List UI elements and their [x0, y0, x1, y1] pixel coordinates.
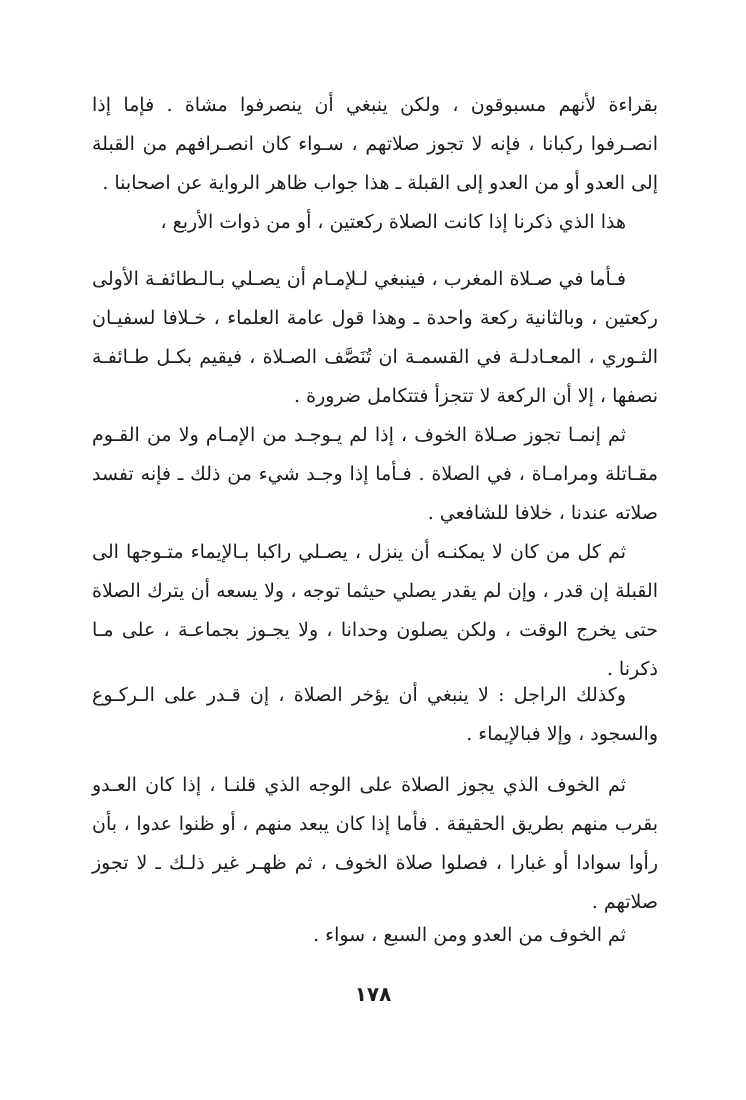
paragraph-5: ثم كل من كان لا يمكنـه أن ينزل ، يصـلي راكبا بـالإيماء متـوجها الى القبلة إن قدر ، وإن لم يقدر يصلي حيثما توجه ، ولا يسعه أن يترك الصلاة حتى يخرج الوقت ، ولكن يصلون وحدانا ، ولا يجـوز بجماعـة ، على مـا ذكرنا . — [92, 541, 658, 680]
page-number: ١٧٨ — [354, 982, 392, 1006]
paragraph-4: ثم إنمـا تجوز صـلاة الخوف ، إذا لم يـوجـد من الإمـام ولا من القـوم مقـاتلة ومرامـاة ، في الصلاة . فـأما إذا وجـد شيء من ذلك ـ فإنه تفسد صلاته عندنا ، خلافا للشافعي . — [92, 424, 658, 524]
paragraph-7: ثم الخوف الذي يجوز الصلاة على الوجه الذي قلنـا ، إذا كان العـدو بقرب منهم بطريق الحقيقة . فأما إذا كان يبعد منهم ، أو ظنوا عدوا ، بأن رأوا سوادا أو غبارا ، فصلوا صلاة الخوف ، ثم ظهـر غير ذلـك ـ لا تجوز صلاتهم . — [92, 774, 658, 913]
paragraph-2: هذا الذي ذكرنا إذا كانت الصلاة ركعتين ، أو من ذوات الأربع ، — [160, 211, 626, 233]
paragraph-6: وكذلك الراجل : لا ينبغي أن يؤخر الصلاة ، إن قـدر على الـركـوع والسجود ، وإلا فبالإيماء . — [92, 684, 658, 745]
paragraph-1: بقراءة لأنهم مسبوقون ، ولكن ينبغي أن ينصرفوا مشاة . فإما إذا انصـرفوا ركبانا ، فإنه لا تجوز صلاتهم ، سـواء كان انصـرافهم من القبلة إلى العدو أو من العدو إلى القبلة ـ هذا جواب ظاهر الرواية عن اصحابنا . — [92, 94, 658, 194]
paragraph-8: ثم الخوف من العدو ومن السبع ، سواء . — [313, 924, 626, 946]
paragraph-3: فـأما في صـلاة المغرب ، فينبغي لـلإمـام أن يصـلي بـالـطائفـة الأولى ركعتين ، وبالثانية ركعة واحدة ـ وهذا قول عامة العلماء ، خـلافا لسفيـان الثـوري ، المعـادلـة في القسمـة ان تُنَصَّف الصـلاة ، فيقيم بكـل طـائفـة نصفها ، إلا أن الركعة لا تتجزأ فتتكامل ضرورة . — [92, 268, 658, 407]
